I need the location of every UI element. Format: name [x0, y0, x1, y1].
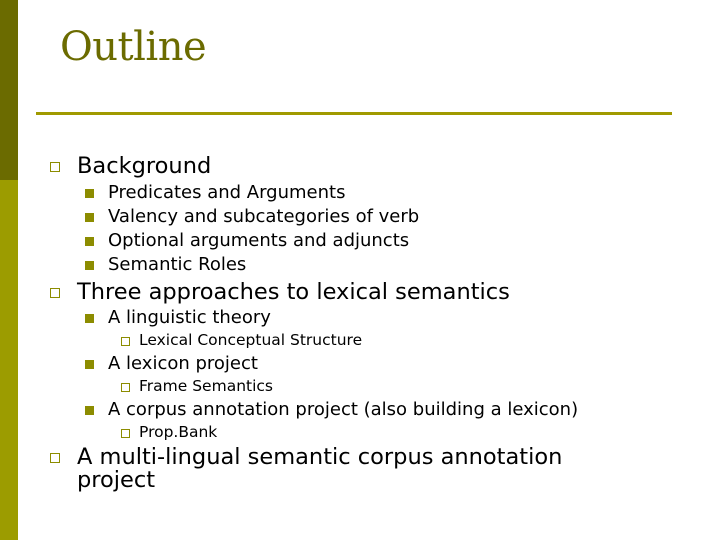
outline-item-multilingual-cont: project: [77, 467, 156, 493]
outline-subitem: A linguistic theory: [108, 307, 271, 328]
slide-title: Outline: [60, 24, 207, 70]
hollow-square-bullet-icon: [121, 337, 130, 346]
hollow-square-bullet-icon: [121, 429, 130, 438]
solid-square-bullet-icon: [85, 189, 94, 198]
outline-subsubitem: Frame Semantics: [139, 377, 273, 395]
outline-item-approaches: Three approaches to lexical semantics: [77, 279, 510, 305]
solid-square-bullet-icon: [85, 406, 94, 415]
outline-subitem: A lexicon project: [108, 353, 258, 374]
outline-item-background: Background: [77, 153, 212, 179]
hollow-square-bullet-icon: [50, 288, 60, 298]
solid-square-bullet-icon: [85, 237, 94, 246]
hollow-square-bullet-icon: [121, 383, 130, 392]
outline-subitem: Predicates and Arguments: [108, 182, 346, 203]
outline-subsubitem: Prop.Bank: [139, 423, 218, 441]
outline-item-multilingual: A multi-lingual semantic corpus annotation: [77, 444, 563, 470]
outline-subitem: Valency and subcategories of verb: [108, 206, 420, 227]
outline-subitem: Semantic Roles: [108, 254, 247, 275]
solid-square-bullet-icon: [85, 360, 94, 369]
solid-square-bullet-icon: [85, 314, 94, 323]
outline-subitem: A corpus annotation project (also building a lexicon): [108, 399, 579, 420]
left-accent-bar-top: [0, 0, 18, 180]
hollow-square-bullet-icon: [50, 453, 60, 463]
hollow-square-bullet-icon: [50, 162, 60, 172]
solid-square-bullet-icon: [85, 261, 94, 270]
solid-square-bullet-icon: [85, 213, 94, 222]
outline-subsubitem: Lexical Conceptual Structure: [139, 331, 363, 349]
left-accent-bar-bottom: [0, 180, 18, 540]
outline-subitem: Optional arguments and adjuncts: [108, 230, 410, 251]
title-divider: [36, 112, 672, 115]
